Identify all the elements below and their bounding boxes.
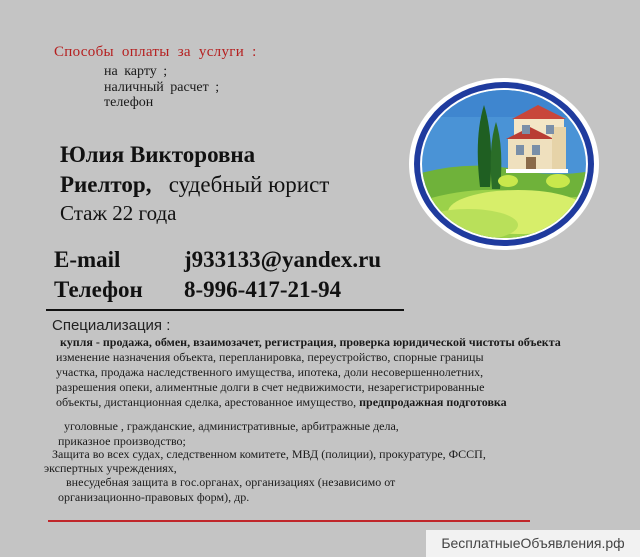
spec-line-5: объекты, дистанционная сделка, арестованное имущество, предпродажная подготовка [56, 395, 507, 409]
phone-value[interactable]: 8-996-417-21-94 [184, 277, 342, 302]
payment-method-card: на карту ; [104, 64, 168, 79]
person-role [60, 172, 329, 198]
role-extra: судебный юрист [168, 172, 330, 197]
specialization-title: Специализация : [52, 317, 171, 334]
legal-line-3: Защита во всех судах, следственном комитете, МВД (полиции), прокуратуре, ФССП, [52, 447, 486, 461]
email-value[interactable]: j933133@yandex.ru [184, 247, 382, 272]
phone-label: Телефон [54, 277, 143, 302]
spec-line-1: купля - продажа, обмен, взаимозачет, регистрация, проверка юридической чистоты объекта [60, 335, 561, 349]
spec-line-2: изменение назначения объекта, перепланировка, переустройство, спорные границы [56, 350, 484, 364]
payment-method-cash: наличный расчет ; [104, 80, 220, 95]
spec-line-4: разрешения опеки, алиментные долги в счет недвижимости, незарегистрированные [56, 380, 485, 394]
legal-line-4: экспертных учреждениях, [44, 461, 177, 475]
email-label: E-mail [54, 247, 121, 272]
red-divider-line [48, 520, 530, 522]
legal-line-5: внесудебная защита в гос.органах, организациях (независимо от [66, 475, 396, 489]
payment-method-phone: телефон [104, 95, 154, 110]
person-name: Юлия Викторовна [60, 142, 256, 167]
legal-line-1: уголовные , гражданские, административные, арбитражные дела, [64, 419, 399, 433]
divider-line [46, 309, 404, 311]
payment-title: Способы оплаты за услуги : [54, 44, 257, 60]
house-logo-icon [408, 77, 600, 252]
legal-line-6: организационно-правовых форм), др. [58, 490, 250, 504]
experience: Стаж 22 года [60, 201, 177, 225]
spec-line-3: участка, продажа наследственного имущества, ипотека, доли несовершеннолетних, [56, 365, 484, 379]
site-watermark: БесплатныеОбъявления.рф [426, 530, 640, 557]
role-title: Риелтор, [60, 172, 152, 197]
legal-line-2: приказное производство; [58, 434, 186, 448]
